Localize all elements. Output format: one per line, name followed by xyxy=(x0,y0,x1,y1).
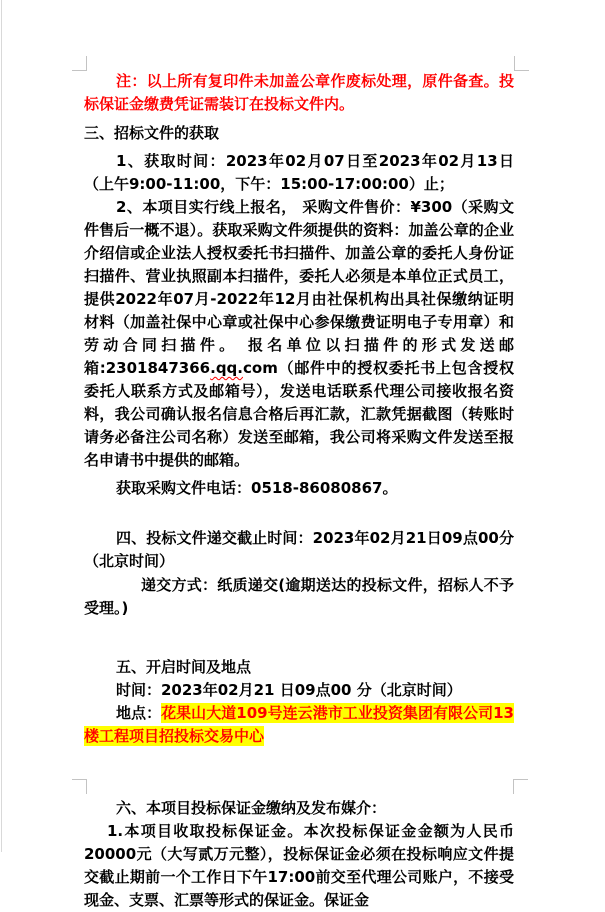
place-label: 地点： xyxy=(116,704,162,722)
registration-text-before-email: 2、本项目实行线上报名， 采购文件售价：¥300（采购文件售后一概不退）。获取采购文件须提供的资料：加盖公章的企业介绍信或企业法人授权委托书扫描件、加盖公章的委托人身份证扫描件、营业执照副本扫描件，委托人必须是本单位正式员工，提供2022年07月-2022年12月由社保机构出具社保缴纳证明材料（加盖社保中心章或社保中心参保缴费证明电子专用章）和劳动合同扫描件。 报名单位以扫描件的形式发送邮箱: xyxy=(84,198,514,377)
page-edge-line xyxy=(1,0,2,852)
section6-item1-deposit-paragraph: 1.本项目收取投标保证金。本次投标保证金金额为人民币20000元（大写贰万元整），投标保证金必须在投标响应文件提交截止期前一个工作日下午17:00前交至代理公司账户，不接受现金、支票、汇票等形式的保证金。保证金 xyxy=(84,822,514,909)
crop-mark-top-right xyxy=(514,56,529,71)
email-address-part1: 2301847366 xyxy=(105,359,211,377)
section5-place-line xyxy=(84,702,514,748)
place-highlighted-address: 花果山大道109号连云港市工业投资集团有限公司13楼工程项目招投标交易中心 xyxy=(84,704,514,745)
crop-mark-top-left xyxy=(72,56,87,71)
section3-phone-line: 获取采购文件电话：0518-86080867。 xyxy=(116,479,398,497)
document-body xyxy=(84,70,514,912)
email-address-part2: com xyxy=(243,359,278,377)
note-paragraph: 注：以上所有复印件未加盖公章作废标处理，原件备查。投标保证金缴费凭证需装订在投标文件内。 xyxy=(84,72,514,113)
section3-item1-obtain-time: 1、获取时间：2023年02月07日至2023年02月13日（上午9:00-11:00，下午：15:00-17:00:00）止； xyxy=(84,152,514,193)
section4-delivery-method-line: 递交方式：纸质递交(逾期送达的投标文件，招标人不予受理。) xyxy=(84,576,514,617)
section4-deadline-line: 四、投标文件递交截止时间：2023年02月21日09点00分（北京时间） xyxy=(84,529,514,570)
section3-heading: 三、招标文件的获取 xyxy=(84,124,220,142)
section5-heading: 五、开启时间及地点 xyxy=(116,658,252,676)
section6-heading: 六、本项目投标保证金缴纳及发布媒介： xyxy=(116,799,387,817)
email-address-spellcheck-segment: .qq. xyxy=(210,359,243,377)
section3-item2-registration-details xyxy=(84,196,514,472)
registration-text-after-email: （邮件中的授权委托书上包含授权委托人联系方式及邮箱号），发送电话联系代理公司接收报名资料，我公司确认报名信息合格后再汇款，汇款凭据截图（转账时请务必备注公司名称）发送至邮箱，我公司将采购文件发送至报名申请书中提供的邮箱。 xyxy=(84,359,514,469)
crop-mark-bottom-right xyxy=(513,779,528,794)
section5-time-line: 时间：2023年02月21 日09点00 分（北京时间） xyxy=(116,681,462,699)
